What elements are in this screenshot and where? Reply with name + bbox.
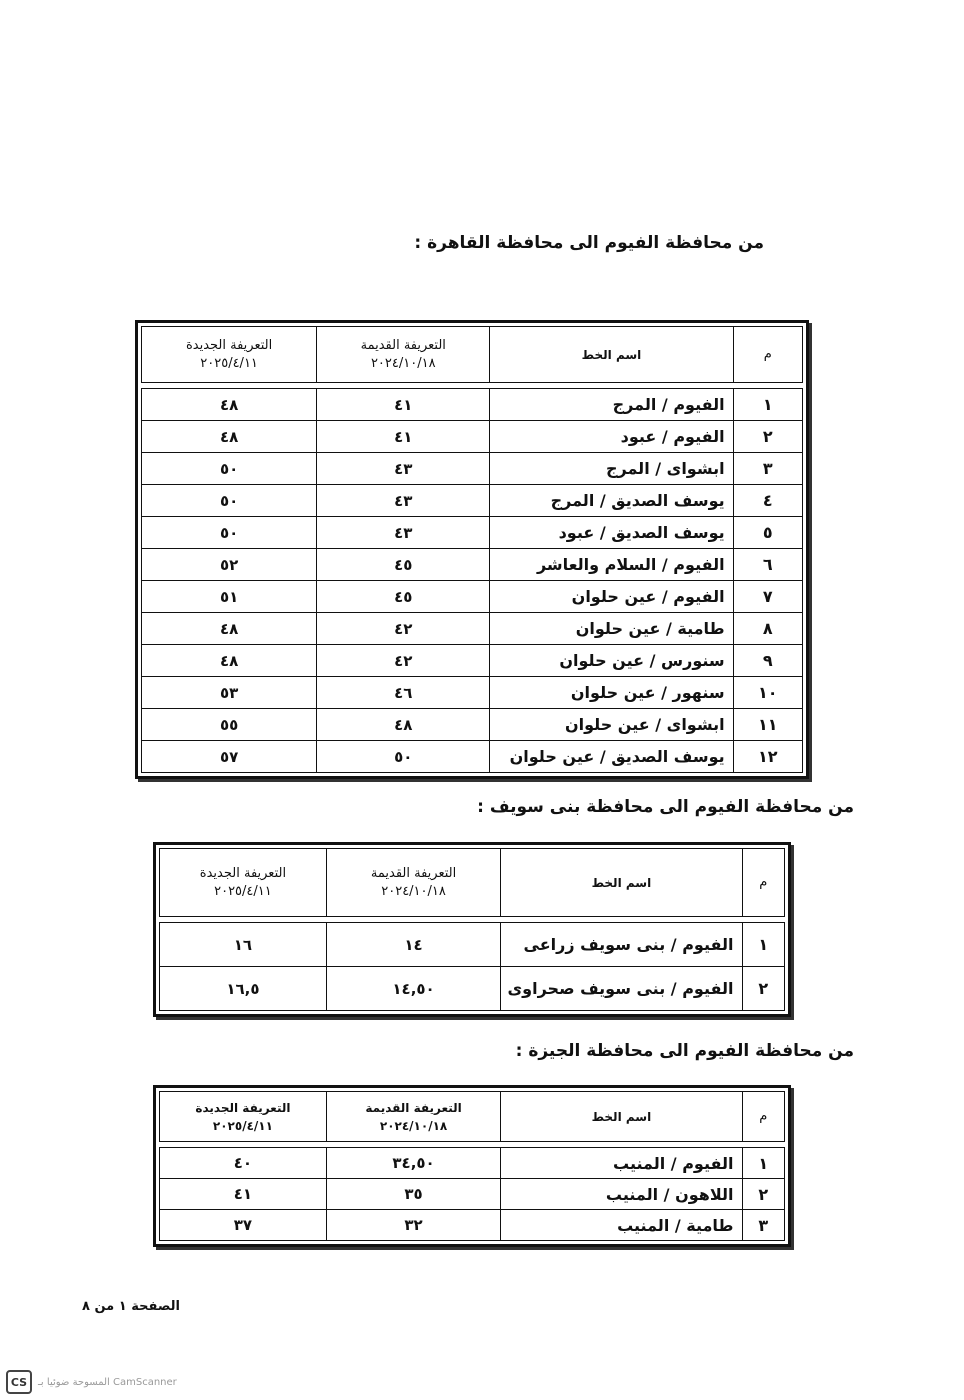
header-index: م <box>742 1092 785 1142</box>
row-index: ١ <box>733 389 802 421</box>
new-fare: ٥٣ <box>142 677 317 709</box>
new-fare: ٤٨ <box>142 613 317 645</box>
camscanner-logo-icon: CS <box>6 1370 32 1394</box>
header-old-fare <box>326 849 500 917</box>
new-fare: ٤٨ <box>142 645 317 677</box>
row-index: ٢ <box>733 421 802 453</box>
row-index: ١ <box>742 923 785 967</box>
old-fare: ٤٣ <box>317 517 490 549</box>
table-row <box>160 1210 785 1241</box>
header-index: م <box>733 327 802 383</box>
new-fare: ٣٧ <box>160 1210 327 1241</box>
old-fare: ١٤ <box>326 923 500 967</box>
header-old-fare <box>317 327 490 383</box>
old-fare: ٣٢ <box>326 1210 500 1241</box>
table-row <box>142 421 803 453</box>
table-row <box>142 389 803 421</box>
new-fare: ٤٨ <box>142 389 317 421</box>
row-index: ١١ <box>733 709 802 741</box>
fare-table <box>141 326 803 773</box>
row-index: ٨ <box>733 613 802 645</box>
row-index: ٣ <box>742 1210 785 1241</box>
old-fare: ٤٢ <box>317 613 490 645</box>
row-index: ٩ <box>733 645 802 677</box>
line-name: يوسف الصديق / عبود <box>490 517 733 549</box>
header-index: م <box>742 849 785 917</box>
old-fare: ٣٥ <box>326 1179 500 1210</box>
fare-table-beni-suef <box>153 842 791 1017</box>
row-index: ١ <box>742 1148 785 1179</box>
section-title-beni-suef: من محافظة الفيوم الى محافظة بنى سويف : <box>477 797 854 817</box>
old-fare: ١٤,٥٠ <box>326 967 500 1011</box>
table-row <box>142 517 803 549</box>
table-row <box>142 453 803 485</box>
table-row <box>142 645 803 677</box>
table-row <box>160 923 785 967</box>
watermark-text: المسوحة ضوئيا بـ CamScanner <box>38 1376 177 1388</box>
header-new-label: التعريفة الجديدة <box>199 865 287 881</box>
table-row <box>160 1179 785 1210</box>
new-fare: ٥٠ <box>142 485 317 517</box>
line-name: الفيوم / المنيب <box>501 1148 742 1179</box>
header-old-label: التعريفة القديمة <box>360 337 446 353</box>
table-row <box>142 741 803 773</box>
table-row <box>142 485 803 517</box>
header-new-fare <box>160 1092 327 1142</box>
header-old-date: ٢٠٢٤/١٠/١٨ <box>381 883 446 899</box>
fare-table-cairo <box>135 320 809 779</box>
new-fare: ٤٠ <box>160 1148 327 1179</box>
new-fare: ١٦,٥ <box>160 967 327 1011</box>
header-line-name: اسم الخط <box>501 849 742 917</box>
line-name: طامية / عين حلوان <box>490 613 733 645</box>
table-row <box>142 709 803 741</box>
line-name: سنورس / عين حلوان <box>490 645 733 677</box>
old-fare: ٤١ <box>317 389 490 421</box>
line-name: الفيوم / عبود <box>490 421 733 453</box>
line-name: يوسف الصديق / عين حلوان <box>490 741 733 773</box>
new-fare: ٤٨ <box>142 421 317 453</box>
old-fare: ٤٥ <box>317 549 490 581</box>
old-fare: ٤٦ <box>317 677 490 709</box>
old-fare: ٤٣ <box>317 453 490 485</box>
table-row <box>160 1148 785 1179</box>
new-fare: ٥١ <box>142 581 317 613</box>
new-fare: ١٦ <box>160 923 327 967</box>
new-fare: ٥٥ <box>142 709 317 741</box>
line-name: ابشواى / عين حلوان <box>490 709 733 741</box>
header-line-name: اسم الخط <box>490 327 733 383</box>
row-index: ٤ <box>733 485 802 517</box>
new-fare: ٤١ <box>160 1179 327 1210</box>
fare-table-giza <box>153 1085 791 1247</box>
header-old-date: ٢٠٢٤/١٠/١٨ <box>370 355 436 371</box>
table-row <box>142 549 803 581</box>
line-name: ابشواى / المرج <box>490 453 733 485</box>
header-new-date: ٢٠٢٥/٤/١١ <box>214 883 272 899</box>
row-index: ٥ <box>733 517 802 549</box>
line-name: الفيوم / المرج <box>490 389 733 421</box>
page-number: الصفحة ١ من ٨ <box>82 1299 180 1314</box>
scanner-watermark <box>6 1370 177 1394</box>
header-old-label: التعريفة القديمة <box>365 1100 462 1115</box>
table-row <box>142 613 803 645</box>
line-name: سنهور / عين حلوان <box>490 677 733 709</box>
new-fare: ٥٧ <box>142 741 317 773</box>
table-row <box>142 581 803 613</box>
row-index: ٢ <box>742 1179 785 1210</box>
line-name: الفيوم / السلام والعاشر <box>490 549 733 581</box>
fare-table <box>159 1091 785 1241</box>
line-name: الفيوم / عين حلوان <box>490 581 733 613</box>
line-name: الفيوم / بنى سويف زراعى <box>501 923 742 967</box>
old-fare: ٤٢ <box>317 645 490 677</box>
header-new-date: ٢٠٢٥/٤/١١ <box>200 355 258 371</box>
header-old-fare <box>326 1092 500 1142</box>
header-old-date: ٢٠٢٤/١٠/١٨ <box>379 1118 448 1133</box>
row-index: ٦ <box>733 549 802 581</box>
header-new-fare <box>142 327 317 383</box>
line-name: الفيوم / بنى سويف صحراوى <box>501 967 742 1011</box>
line-name: طامية / المنيب <box>501 1210 742 1241</box>
row-index: ٧ <box>733 581 802 613</box>
new-fare: ٥٠ <box>142 517 317 549</box>
section-title-cairo: من محافظة الفيوم الى محافظة القاهرة : <box>414 233 764 253</box>
old-fare: ٤٣ <box>317 485 490 517</box>
new-fare: ٥٢ <box>142 549 317 581</box>
new-fare: ٥٠ <box>142 453 317 485</box>
table-row <box>142 677 803 709</box>
old-fare: ٣٤,٥٠ <box>326 1148 500 1179</box>
old-fare: ٥٠ <box>317 741 490 773</box>
row-index: ١٠ <box>733 677 802 709</box>
row-index: ١٢ <box>733 741 802 773</box>
header-new-label: التعريفة الجديدة <box>185 337 273 353</box>
line-name: اللاهون / المنيب <box>501 1179 742 1210</box>
header-new-date: ٢٠٢٥/٤/١١ <box>212 1118 273 1133</box>
old-fare: ٤٨ <box>317 709 490 741</box>
line-name: يوسف الصديق / المرج <box>490 485 733 517</box>
header-old-label: التعريفة القديمة <box>370 865 457 881</box>
row-index: ٣ <box>733 453 802 485</box>
fare-table <box>159 848 785 1011</box>
section-title-giza: من محافظة الفيوم الى محافظة الجيزة : <box>515 1041 854 1061</box>
header-new-label: التعريفة الجديدة <box>195 1100 291 1115</box>
row-index: ٢ <box>742 967 785 1011</box>
old-fare: ٤٥ <box>317 581 490 613</box>
table-row <box>160 967 785 1011</box>
old-fare: ٤١ <box>317 421 490 453</box>
header-new-fare <box>160 849 327 917</box>
header-line-name: اسم الخط <box>501 1092 742 1142</box>
